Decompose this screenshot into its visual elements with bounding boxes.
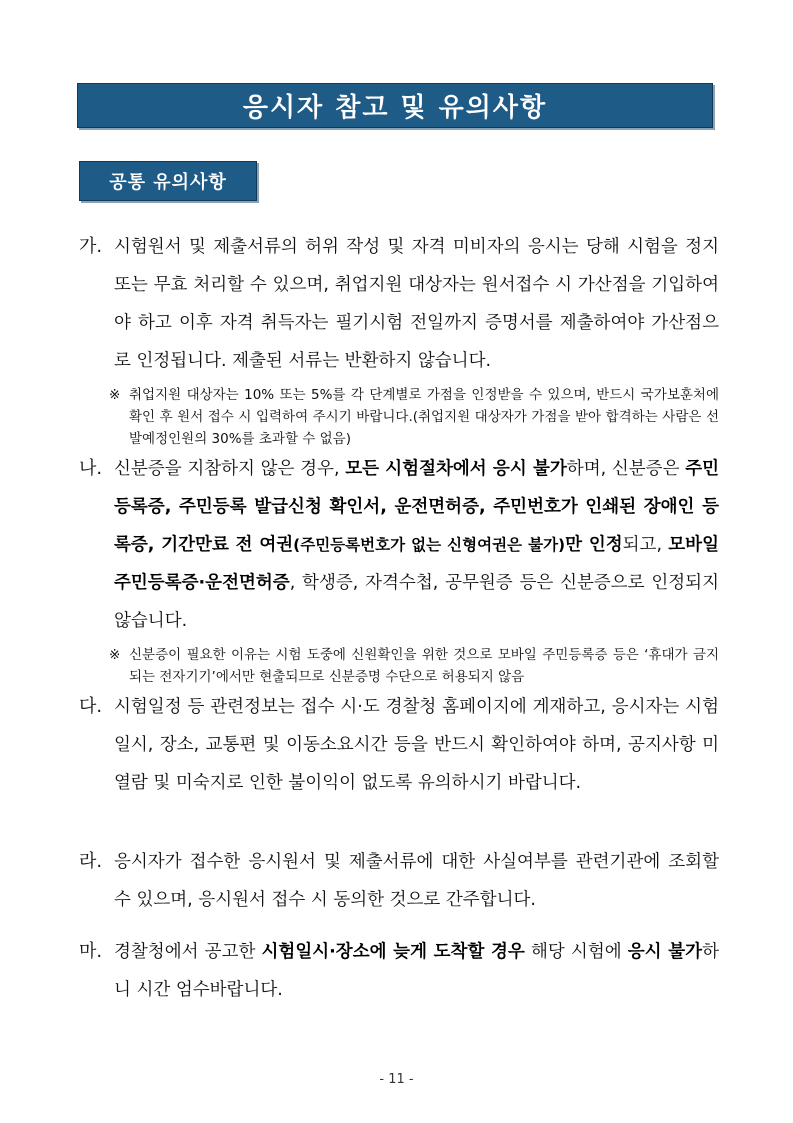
note-text: 취업지원 대상자는 10% 또는 5%를 각 단계별로 가점을 인정받을 수 있으며, 반드시 국가보훈처에 확인 후 원서 접수 시 입력하여 주시기 바랍니다.(취업지원 대상자가 가점을 받아 합격하는 사람은 선발예정인원의 30%를 초과할 수 없음) [129, 387, 719, 447]
item-note [109, 384, 719, 450]
notice-item-da [79, 688, 719, 802]
item-marker: 다. [79, 696, 103, 717]
notice-item-ma [79, 933, 719, 1009]
item-text: 시험일정 등 관련정보는 접수 시·도 경찰청 홈페이지에 게재하고, 응시자는 시험일시, 장소, 교통편 및 이동소요시간 등을 반드시 확인하여야 하며, 공지사항 미열람 및 미숙지로 인한 불이익이 없도록 유의하시기 바랍니다. [114, 697, 719, 793]
text-run: 되고, [622, 535, 669, 555]
note-mark: ※ [109, 647, 121, 663]
item-marker: 마. [79, 941, 103, 962]
text-run: 신분증을 지참하지 않은 경우, [114, 459, 346, 479]
text-run: 해당 시험에 [524, 942, 628, 962]
page-title: 응시자 참고 및 유의사항 [77, 83, 713, 128]
emphasis-text: 시험일시·장소에 늦게 도착할 경우 [261, 942, 525, 962]
page-number: - 11 - [379, 1072, 414, 1087]
notice-item-na [79, 450, 719, 688]
emphasis-text: 응시 불가 [627, 942, 703, 962]
emphasis-text: 만 인정 [565, 535, 623, 555]
item-text [114, 450, 719, 640]
text-run: 하니 시간 엄수바랍니다. [114, 942, 719, 1000]
note-mark: ※ [109, 387, 121, 403]
text-run: , 학생증, 자격수첩, 공무원증 등은 신분증으로 인정되지 않습니다. [114, 573, 719, 631]
item-text [114, 933, 719, 1009]
emphasis-text: 주민등록증, 주민등록 발급신청 확인서, 운전면허증, 주민번호가 인쇄된 장애인 등록증, 기간만료 전 여권 [114, 459, 720, 555]
emphasis-text: (주민등록번호가 없는 신형여권은 불가) [293, 536, 566, 554]
item-marker: 나. [79, 458, 103, 479]
notice-item-ra [79, 843, 719, 919]
item-note [109, 644, 719, 688]
emphasis-text: 모바일 주민등록증·운전면허증 [114, 535, 719, 593]
item-marker: 가. [79, 236, 103, 257]
note-text: 신분증이 필요한 이유는 시험 도중에 신원확인을 위한 것으로 모바일 주민등록증 등은 ‘휴대가 금지되는 전자기기’에서만 현출되므로 신분증명 수단으로 허용되지 않음 [129, 647, 719, 685]
emphasis-text: 모든 시험절차에서 응시 불가 [345, 459, 567, 479]
text-run: 하며, 신분증은 [566, 459, 686, 479]
notice-item-ga [79, 228, 719, 450]
item-text: 응시자가 접수한 응시원서 및 제출서류에 대한 사실여부를 관련기관에 조회할 수 있으며, 응시원서 접수 시 동의한 것으로 간주합니다. [114, 852, 719, 910]
text-run: 경찰청에서 공고한 [114, 942, 262, 962]
section-heading: 공통 유의사항 [79, 161, 257, 201]
item-marker: 라. [79, 851, 103, 872]
item-text: 시험원서 및 제출서류의 허위 작성 및 자격 미비자의 응시는 당해 시험을 정지 또는 무효 처리할 수 있으며, 취업지원 대상자는 원서접수 시 가산점을 기입하여야 하고 이후 자격 취득자는 필기시험 전일까지 증명서를 제출하여야 가산점으로 인정됩니다. 제출된 서류는 반환하지 않습니다. [114, 237, 719, 371]
